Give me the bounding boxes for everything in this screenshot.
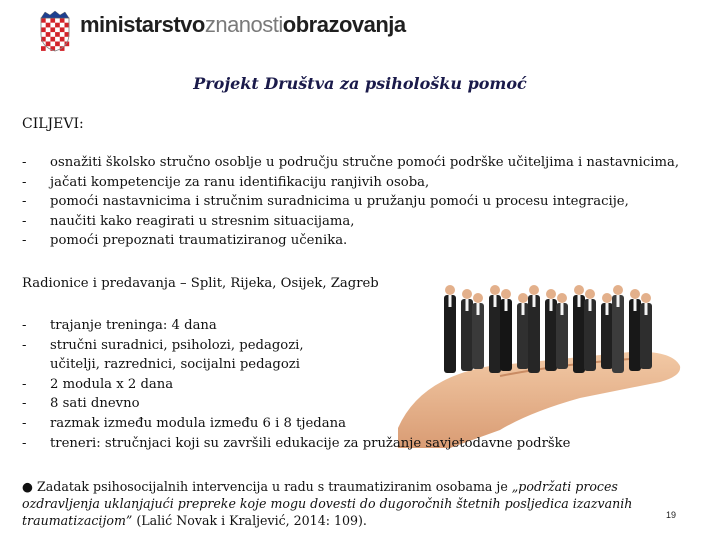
list-item: - pomoći prepoznati traumatiziranog učenika. xyxy=(22,233,348,249)
slide-title: Projekt Društva za psihološku pomoć xyxy=(193,74,527,93)
logo-part-obrazovanja: obrazovanja xyxy=(282,12,406,37)
list-item: - naučiti kako reagirati u stresnim situacijama, xyxy=(22,213,355,229)
list-item: učitelji, razrednici, socijalni pedagozi xyxy=(50,357,300,373)
list-item: - 8 sati dnevno xyxy=(22,396,140,412)
training-list xyxy=(22,316,570,453)
note-quote: „podržati proces ozdravljenja uklanjajući prepreke koje mogu dovesti do dugoročnih štetnih posljedica izazvanih traumatizacijom” xyxy=(22,479,633,528)
page-number: 19 xyxy=(666,510,677,520)
note-lead: Zadatak psihosocijalnih intervencija u radu s traumatiziranim osobama je xyxy=(37,479,512,494)
logo-part-ministarstvo: ministarstvo xyxy=(80,12,205,37)
list-item: - jačati kompetencije za ranu identifikaciju ranjivih osoba, xyxy=(22,174,430,190)
list-item: - stručni suradnici, psiholozi, pedagozi, xyxy=(22,337,304,353)
goals-list xyxy=(22,153,679,251)
goals-heading: CILJEVI: xyxy=(22,116,84,132)
bullet: ● xyxy=(22,479,33,494)
note-citation: (Lalić Novak i Kraljević, 2014: 109). xyxy=(132,513,367,528)
ministry-logo-text xyxy=(80,12,406,38)
workshops-line: Radionice i predavanja – Split, Rijeka, Osijek, Zagreb xyxy=(22,276,379,291)
list-item: - razmak između modula između 6 i 8 tjedana xyxy=(22,415,346,431)
list-item: - osnažiti školsko stručno osoblje u području stručne pomoći podrške učiteljima i nastavnicima, xyxy=(22,155,680,170)
list-item: - pomoći nastavnicima i stručnim suradnicima u pružanju pomoći u procesu integracije, xyxy=(22,194,629,210)
croatian-coat-of-arms-icon xyxy=(38,10,72,52)
list-item: - 2 modula x 2 dana xyxy=(22,376,174,392)
psychosocial-note xyxy=(22,478,642,529)
list-item: - treneri: stručnjaci koji su završili edukacije za pružanje savjetodavne podrške xyxy=(22,435,571,451)
list-item: - trajanje treninga: 4 dana xyxy=(22,318,217,333)
header xyxy=(0,0,720,62)
logo-part-znanosti: znanosti xyxy=(204,12,283,37)
